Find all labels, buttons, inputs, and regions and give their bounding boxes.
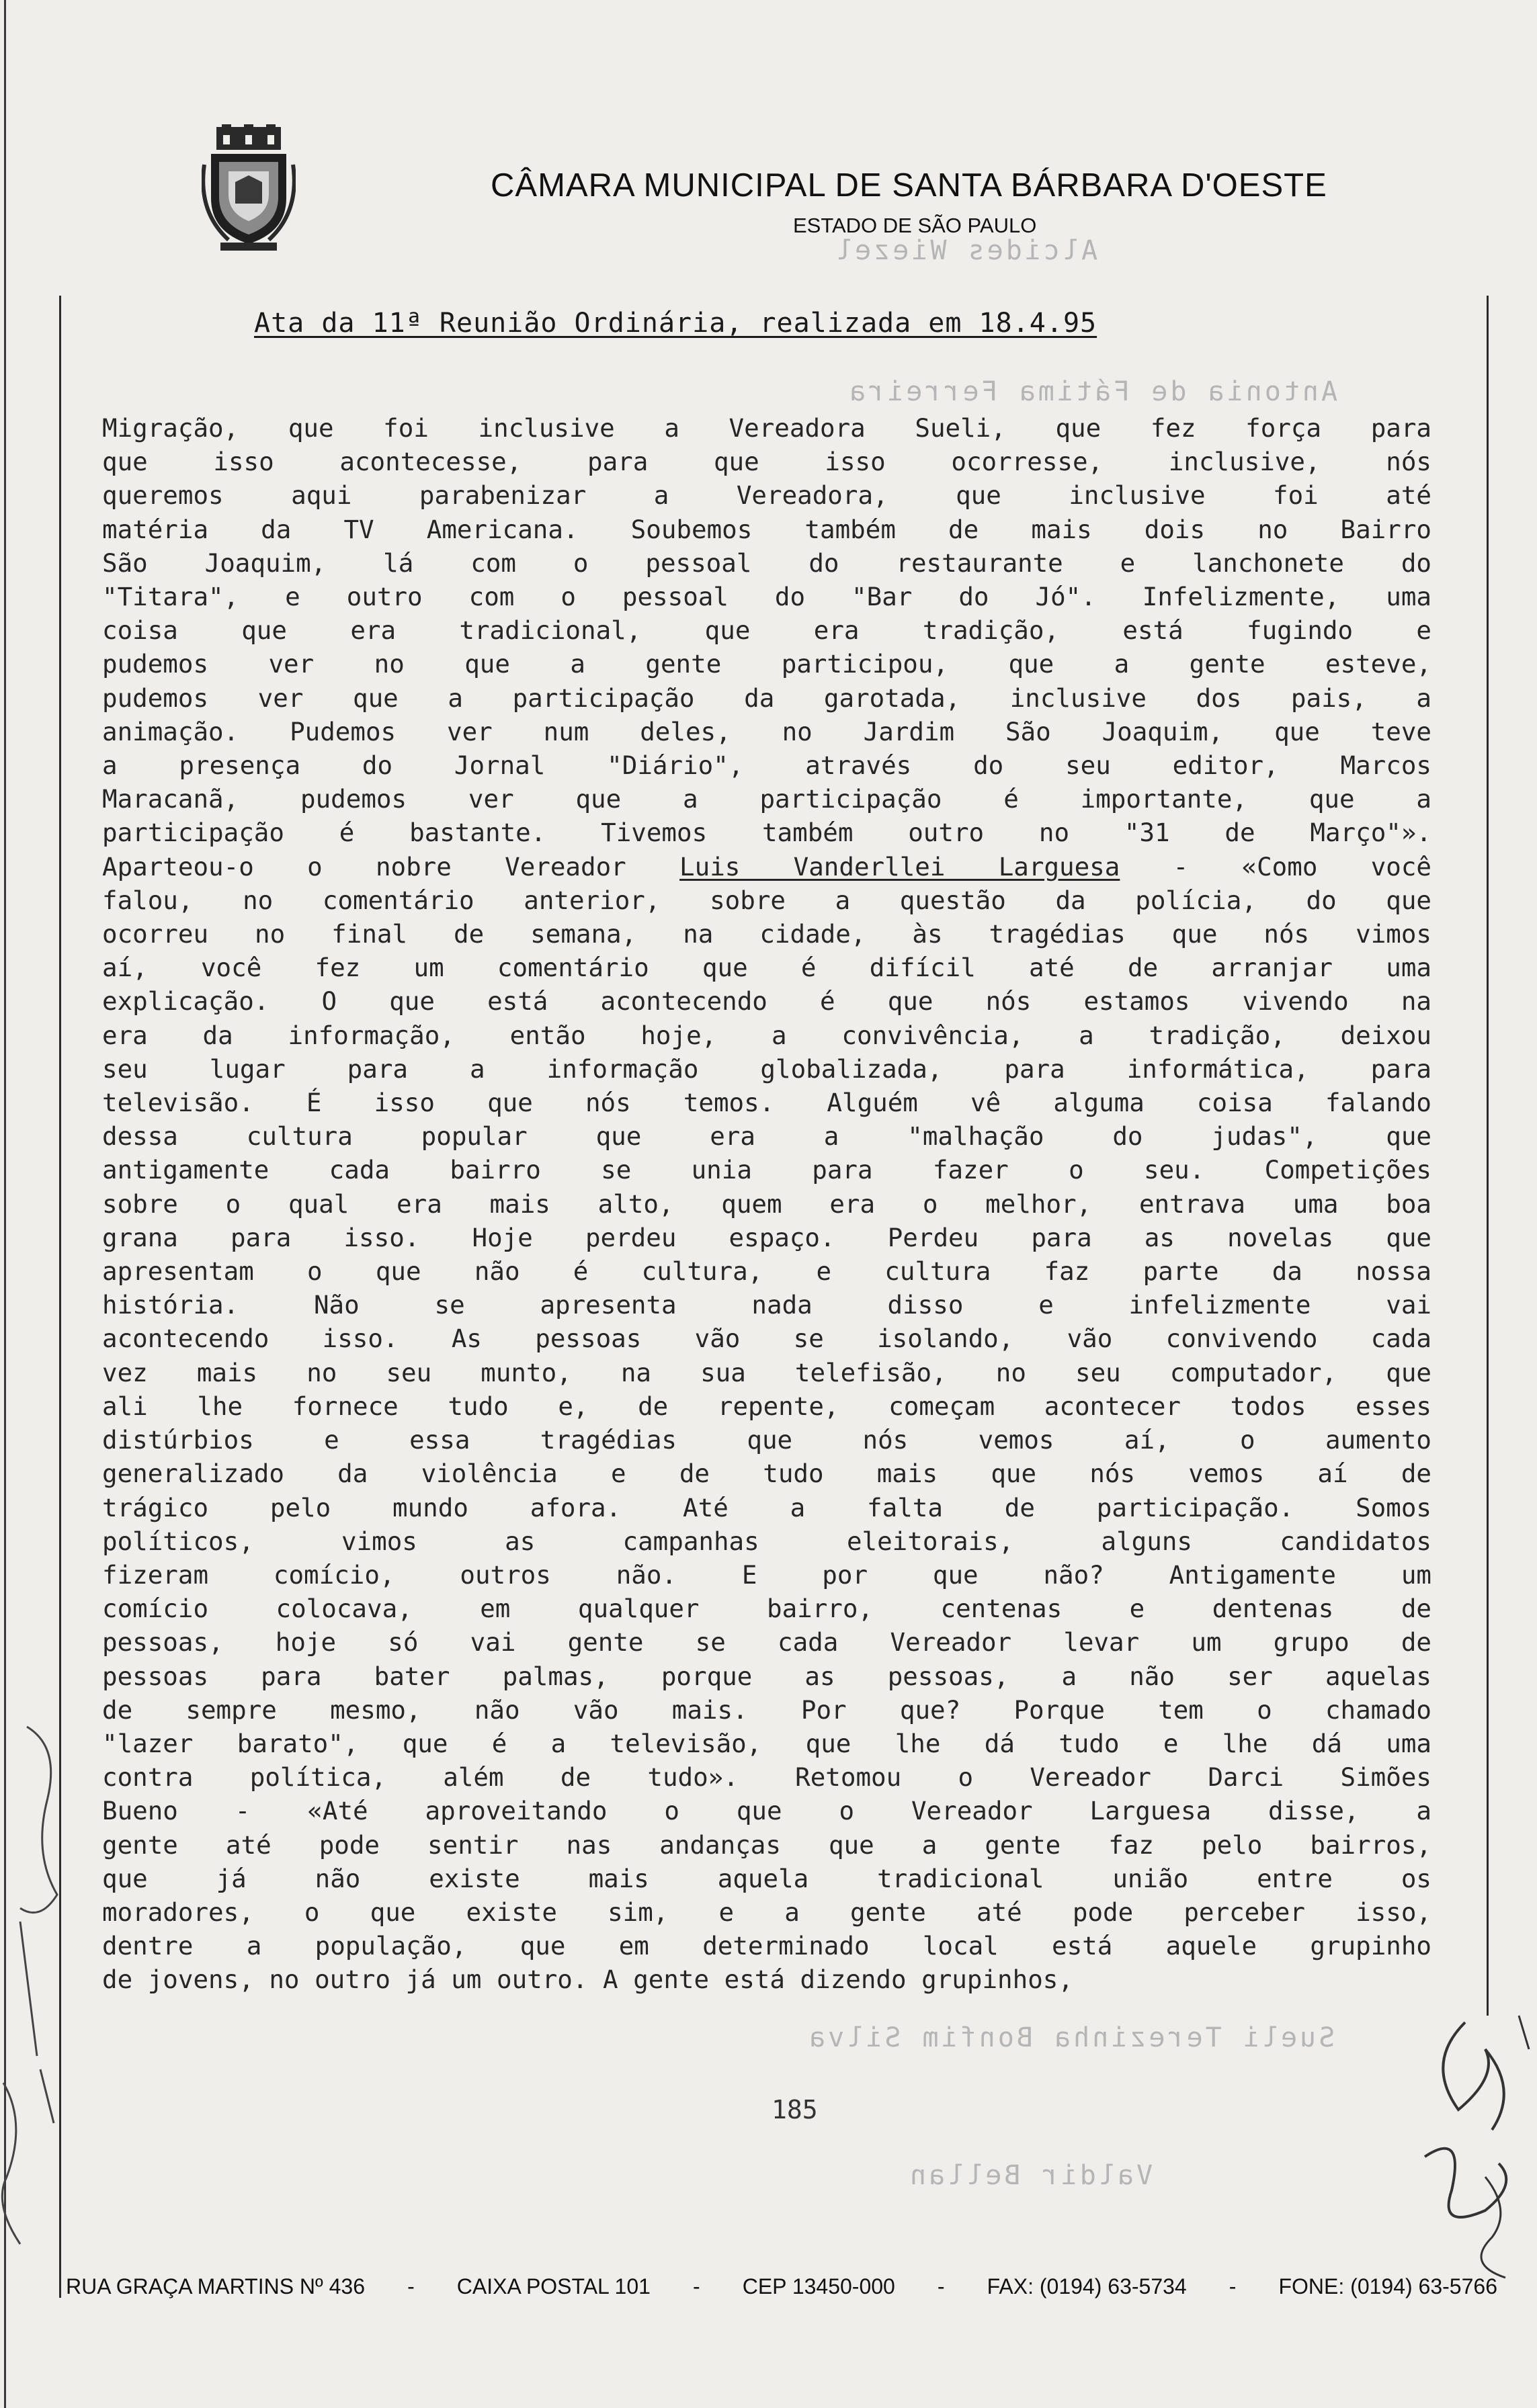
body-line: explicação. O que está acontecendo é que nós estamos vivendo na (102, 986, 1431, 1017)
body-line: acontecendo isso. As pessoas vão se isolando, vão convivendo cada (102, 1324, 1431, 1354)
body-line: de jovens, no outro já um outro. A gente está dizendo grupinhos, (102, 1965, 1073, 1995)
body-line: aí, você fez um comentário que é difícil até de arranjar uma (102, 953, 1431, 983)
footer-separator: - (692, 2274, 700, 2298)
body-line: trágico pelo mundo afora. Até a falta de participação. Somos (102, 1492, 1431, 1522)
body-line: políticos, vimos as campanhas eleitorais, alguns candidatos (102, 1526, 1431, 1556)
body-line: de sempre mesmo, não vão mais. Por que? Porque tem o chamado (102, 1694, 1431, 1725)
body-line: Bueno - «Até aproveitando o que o Vereador Larguesa disse, a (102, 1796, 1431, 1826)
margin-signature-icon (0, 1720, 74, 2271)
body-line: participação é bastante. Tivemos também outro no "31 de Março"». (102, 818, 1431, 848)
footer-separator: - (407, 2274, 415, 2298)
body-line: que isso acontecesse, para que isso ocorresse, inclusive, nós (102, 447, 1431, 477)
body-line: fizeram comício, outros não. E por que não? Antigamente um (102, 1559, 1431, 1590)
body-line: vez mais no seu munto, na sua telefisão, no seu computador, que (102, 1357, 1431, 1387)
body-line: antigamente cada bairro se unia para fazer o seu. Competições (102, 1155, 1431, 1185)
minutes-title: Ata da 11ª Reunião Ordinária, realizada em 18.4.95 (254, 308, 1097, 339)
body-line: gente até pode sentir nas andanças que a gente faz pelo bairros, (102, 1830, 1431, 1860)
body-line: dessa cultura popular que era a "malhação do judas", que (102, 1121, 1431, 1152)
institution-name: CÂMARA MUNICIPAL DE SANTA BÁRBARA D'OESTE (491, 167, 1327, 204)
body-line: queremos aqui parabenizar a Vereadora, que inclusive foi até (102, 480, 1431, 511)
body-line: animação. Pudemos ver num deles, no Jardim São Joaquim, que teve (102, 716, 1431, 746)
body-line: coisa que era tradicional, que era tradição, está fugindo e (102, 615, 1431, 646)
body-line: grana para isso. Hoje perdeu espaço. Perdeu para as novelas que (102, 1222, 1431, 1252)
body-line: contra política, além de tudo». Retomou o Vereador Darci Simões (102, 1762, 1431, 1793)
footer-separator: - (937, 2274, 945, 2298)
body-line: Aparteou-o o nobre Vereador Luis Vanderllei Larguesa - «Como você (102, 851, 1432, 882)
body-line: a presença do Jornal "Diário", através do seu editor, Marcos (102, 750, 1431, 781)
bleed-through-name: Sueli Terezinha Bonfim Silva (806, 2022, 1335, 2053)
body-line: seu lugar para a informação globalizada, para informática, para (102, 1054, 1431, 1084)
body-line: falou, no comentário anterior, sobre a questão da polícia, do que (102, 885, 1431, 915)
bleed-through-name: Alcides Wiezel (833, 235, 1098, 266)
body-line: que já não existe mais aquela tradicional união entre os (102, 1863, 1431, 1893)
body-line: Maracanã, pudemos ver que a participação é importante, que a (102, 784, 1431, 814)
minutes-body (102, 411, 1431, 1997)
footer-fax: FAX: (0194) 63-5734 (987, 2274, 1187, 2298)
body-line: comício colocava, em qualquer bairro, centenas e dentenas de (102, 1594, 1431, 1624)
corner-signature-icon (1384, 2009, 1537, 2291)
footer-postal-box: CAIXA POSTAL 101 (456, 2274, 651, 2298)
body-line: generalizado da violência e de tudo mais que nós vemos aí de (102, 1459, 1431, 1489)
body-line: pudemos ver no que a gente participou, que a gente esteve, (102, 649, 1431, 679)
footer-cep: CEP 13450-000 (742, 2274, 895, 2298)
body-line: "Titara", e outro com o pessoal do "Bar do Jó". Infelizmente, uma (102, 582, 1431, 612)
body-line: pessoas para bater palmas, porque as pessoas, a não ser aquelas (102, 1661, 1431, 1691)
body-line: ocorreu no final de semana, na cidade, às tragédias que nós vimos (102, 919, 1431, 949)
body-line: televisão. É isso que nós temos. Alguém vê alguma coisa falando (102, 1088, 1431, 1118)
bleed-through-name: Valdir Bellan (907, 2160, 1153, 2191)
body-line: pessoas, hoje só vai gente se cada Vereador levar um grupo de (102, 1627, 1431, 1658)
body-line: dentre a população, que em determinado local está aquele grupinho (102, 1931, 1431, 1961)
underlined-name: Luis Vanderllei Larguesa (679, 851, 1120, 882)
body-line: pudemos ver que a participação da garotada, inclusive dos pais, a (102, 683, 1431, 713)
state-name: ESTADO DE SÃO PAULO (793, 214, 1037, 237)
body-line: moradores, o que existe sim, e a gente até pode perceber isso, (102, 1897, 1431, 1927)
body-line: apresentam o que não é cultura, e cultura faz parte da nossa (102, 1256, 1431, 1287)
body-line: era da informação, então hoje, a convivência, a tradição, deixou (102, 1020, 1431, 1050)
body-line: distúrbios e essa tragédias que nós vemos aí, o aumento (102, 1425, 1431, 1455)
footer-address (66, 2274, 1497, 2299)
body-line: matéria da TV Americana. Soubemos também de mais dois no Bairro (102, 514, 1431, 544)
body-line: ali lhe fornece tudo e, de repente, começam acontecer todos esses (102, 1391, 1431, 1421)
body-line: São Joaquim, lá com o pessoal do restaurante e lanchonete do (102, 548, 1431, 578)
footer-phone: FONE: (0194) 63-5766 (1278, 2274, 1497, 2298)
page-number: 185 (772, 2095, 818, 2124)
body-line: sobre o qual era mais alto, quem era o melhor, entrava uma boa (102, 1189, 1431, 1219)
coat-of-arms-icon (202, 124, 296, 252)
body-line: "lazer barato", que é a televisão, que lhe dá tudo e lhe dá uma (102, 1728, 1431, 1758)
right-margin-rule (1487, 296, 1489, 2016)
body-line: história. Não se apresenta nada disso e infelizmente vai (102, 1290, 1431, 1320)
body-line: Migração, que foi inclusive a Vereadora Sueli, que fez força para (102, 413, 1431, 443)
footer-separator: - (1229, 2274, 1237, 2298)
bleed-through-name: Antonia de Fátima Ferreira (847, 376, 1338, 407)
footer-street: RUA GRAÇA MARTINS Nº 436 (66, 2274, 365, 2298)
